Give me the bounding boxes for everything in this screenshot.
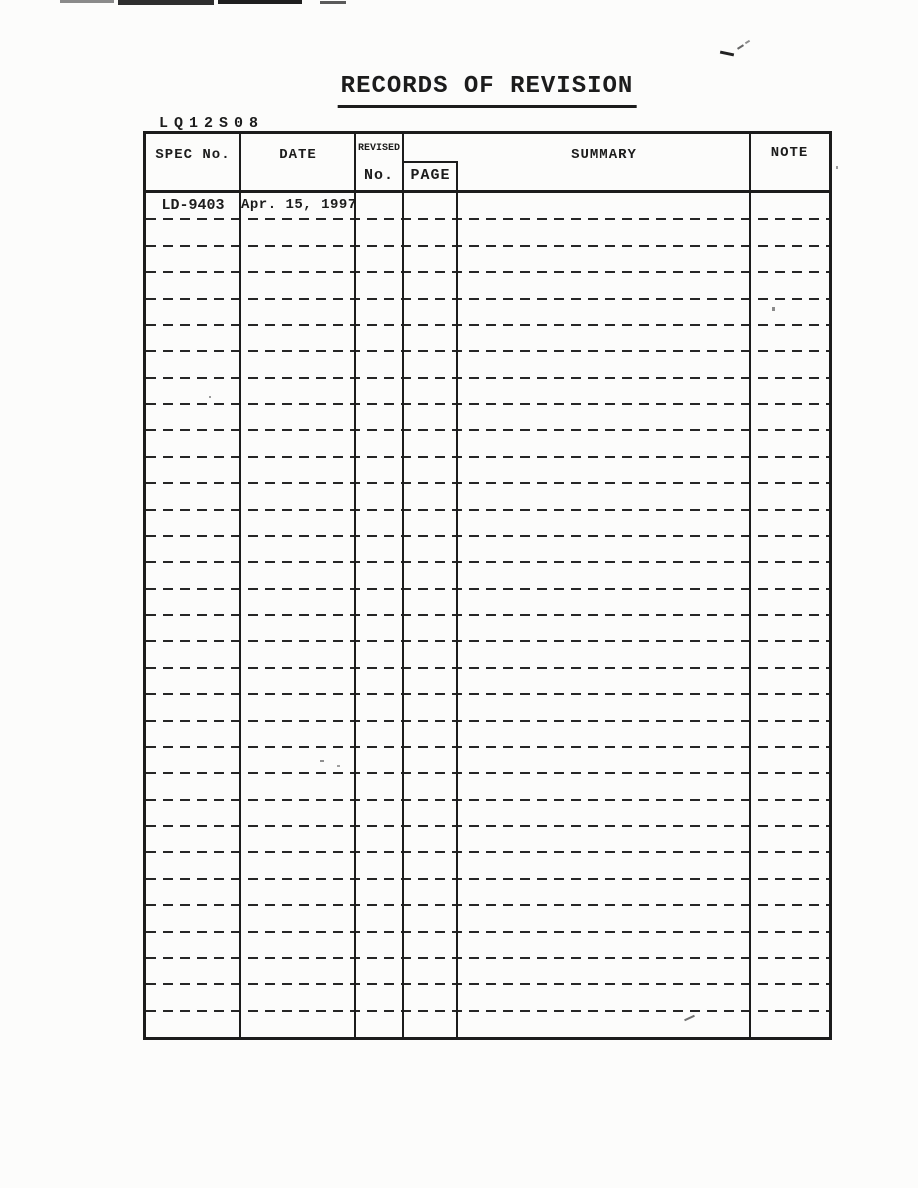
header-revised-no: No. bbox=[363, 167, 394, 184]
table-row bbox=[146, 694, 829, 720]
table-row bbox=[146, 430, 829, 456]
column-divider bbox=[456, 161, 458, 190]
revision-table bbox=[143, 131, 832, 1040]
doc-code-label: LQ12S08 bbox=[159, 115, 265, 132]
table-row bbox=[146, 510, 829, 536]
cell-date: Apr. 15, 1997 bbox=[241, 197, 357, 213]
column-divider bbox=[456, 193, 458, 1037]
table-row bbox=[146, 589, 829, 615]
scan-artifact bbox=[218, 0, 302, 4]
column-divider bbox=[402, 193, 404, 1037]
table-row bbox=[146, 747, 829, 773]
scan-artifact bbox=[720, 51, 734, 57]
table-row bbox=[146, 351, 829, 377]
header-page: PAGE bbox=[410, 167, 451, 184]
scan-artifact bbox=[745, 40, 750, 44]
scan-artifact bbox=[320, 1, 346, 4]
table-row bbox=[146, 219, 829, 245]
table-row bbox=[146, 852, 829, 878]
header-revised: REVISED bbox=[357, 143, 400, 154]
column-divider bbox=[239, 134, 241, 190]
table-header bbox=[146, 134, 829, 193]
table-row bbox=[146, 932, 829, 958]
scan-artifact bbox=[836, 166, 838, 169]
table-row bbox=[146, 958, 829, 984]
table-row bbox=[146, 378, 829, 404]
cell-spec-no: LD-9403 bbox=[161, 197, 225, 214]
table-body bbox=[146, 193, 829, 1037]
table-row bbox=[146, 668, 829, 694]
header-date: DATE bbox=[279, 147, 317, 163]
table-row bbox=[146, 562, 829, 588]
column-divider bbox=[239, 193, 241, 1037]
column-divider bbox=[749, 193, 751, 1037]
table-row bbox=[146, 299, 829, 325]
table-row bbox=[146, 457, 829, 483]
page-box-top-border bbox=[402, 161, 458, 163]
table-row bbox=[146, 773, 829, 799]
header-spec-no: SPEC No. bbox=[155, 147, 231, 163]
table-row bbox=[146, 1011, 829, 1037]
table-row bbox=[146, 721, 829, 747]
table-row bbox=[146, 404, 829, 430]
table-row bbox=[146, 984, 829, 1010]
table-row bbox=[146, 246, 829, 272]
scan-artifact bbox=[737, 44, 744, 49]
page-title: RECORDS OF REVISION bbox=[338, 73, 637, 108]
table-row bbox=[146, 826, 829, 852]
table-row bbox=[146, 800, 829, 826]
column-divider bbox=[354, 134, 356, 190]
header-summary: SUMMARY bbox=[571, 147, 637, 163]
table-row bbox=[146, 905, 829, 931]
table-row bbox=[146, 272, 829, 298]
table-row bbox=[146, 641, 829, 667]
scan-artifact bbox=[60, 0, 114, 3]
header-note: NOTE bbox=[770, 145, 809, 161]
table-row bbox=[146, 615, 829, 641]
table-row bbox=[146, 325, 829, 351]
table-row bbox=[146, 536, 829, 562]
column-divider bbox=[749, 134, 751, 190]
table-row bbox=[146, 483, 829, 509]
scan-artifact bbox=[118, 0, 214, 5]
table-row bbox=[146, 879, 829, 905]
column-divider bbox=[354, 193, 356, 1037]
table-rows bbox=[146, 193, 829, 1037]
